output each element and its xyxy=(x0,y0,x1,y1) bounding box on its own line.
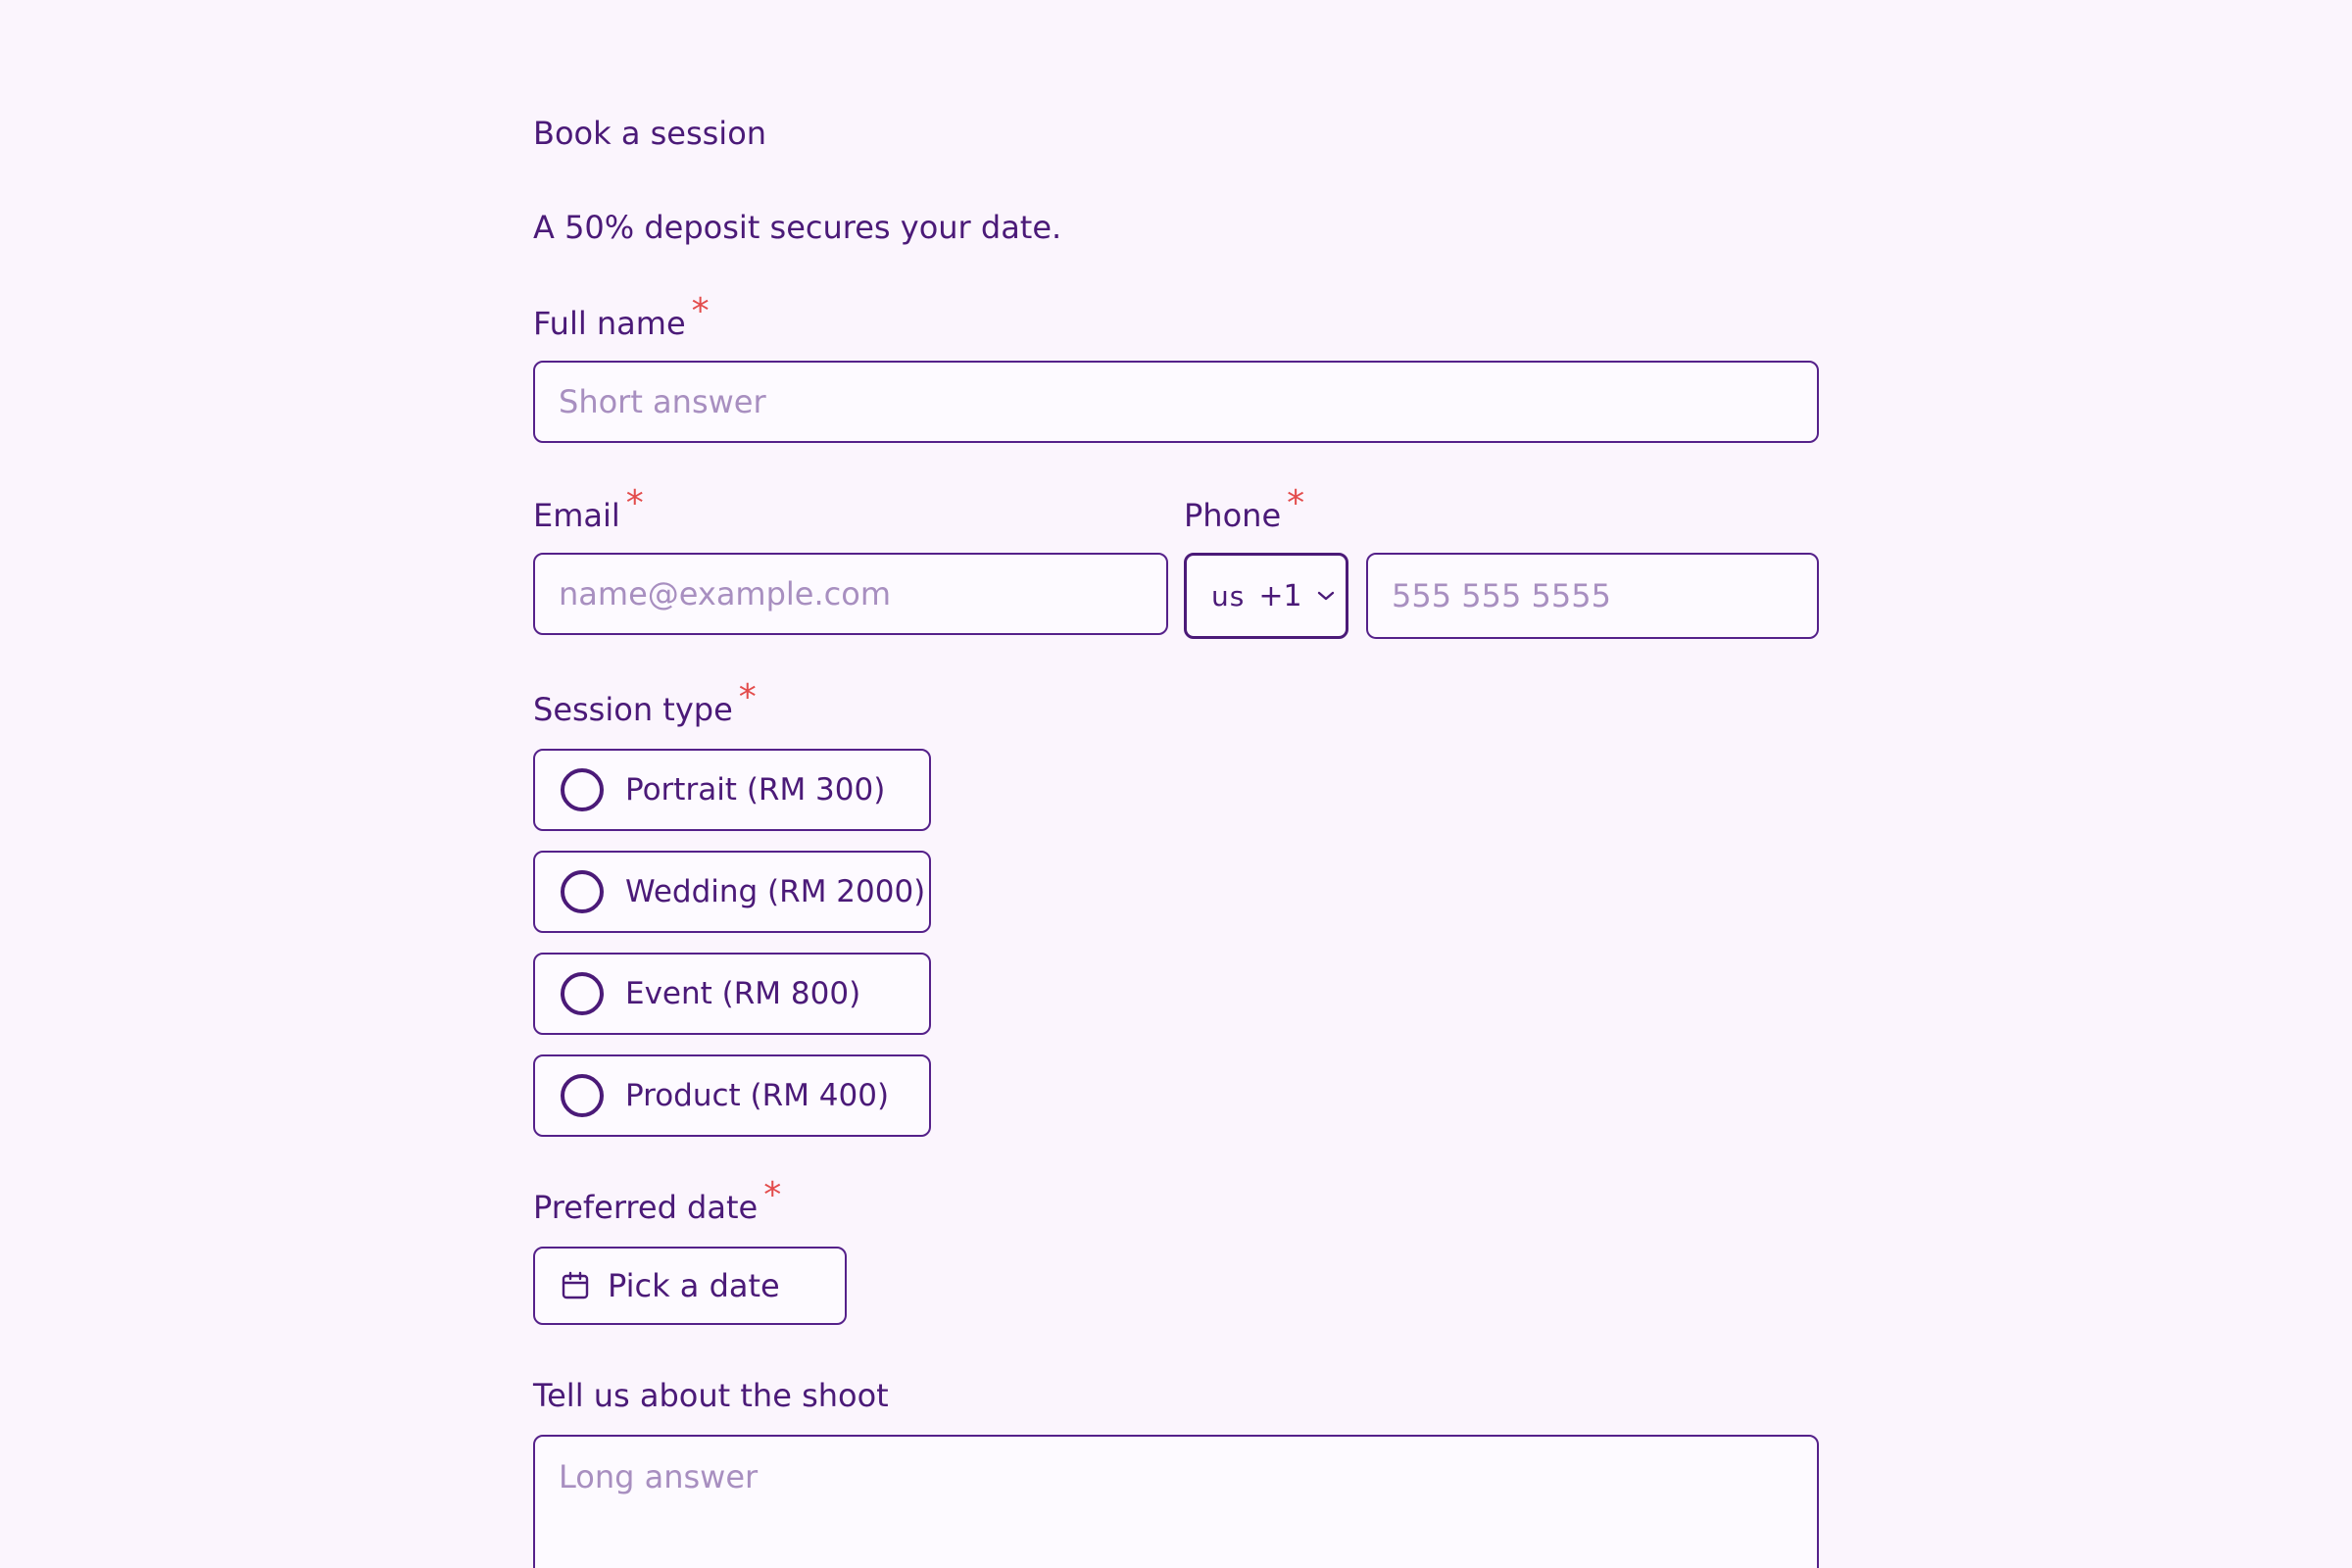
session-option-wedding[interactable] xyxy=(533,851,931,933)
phone-label xyxy=(1184,483,1305,535)
country-code: us xyxy=(1211,579,1246,612)
radio-unchecked-icon[interactable] xyxy=(561,768,604,811)
dial-code: +1 xyxy=(1258,578,1302,613)
required-asterisk: * xyxy=(763,1175,782,1215)
email-label-text: Email xyxy=(533,497,620,534)
required-asterisk: * xyxy=(738,677,757,717)
shoot-details-label xyxy=(533,1376,889,1415)
session-option-product[interactable] xyxy=(533,1054,931,1137)
radio-unchecked-icon[interactable] xyxy=(561,972,604,1015)
session-option-label: Event (RM 800) xyxy=(625,976,861,1011)
form-title: Book a session xyxy=(533,115,767,152)
phone-input[interactable] xyxy=(1366,553,1819,639)
radio-unchecked-icon[interactable] xyxy=(561,1074,604,1117)
full-name-input[interactable] xyxy=(533,361,1819,443)
required-asterisk: * xyxy=(1287,483,1305,523)
shoot-details-label-text: Tell us about the shoot xyxy=(533,1377,889,1414)
shoot-details-textarea[interactable] xyxy=(533,1435,1819,1568)
full-name-label xyxy=(533,291,710,343)
chevron-down-icon xyxy=(1316,589,1336,603)
calendar-icon xyxy=(561,1271,590,1300)
preferred-date-label xyxy=(533,1175,782,1227)
full-name-label-text: Full name xyxy=(533,305,686,342)
session-option-label: Product (RM 400) xyxy=(625,1078,890,1113)
required-asterisk: * xyxy=(625,483,644,523)
date-picker-label: Pick a date xyxy=(608,1267,780,1304)
email-label xyxy=(533,483,644,535)
session-type-label xyxy=(533,677,757,729)
form-description: A 50% deposit secures your date. xyxy=(533,209,1062,246)
session-option-event[interactable] xyxy=(533,953,931,1035)
session-option-label: Portrait (RM 300) xyxy=(625,772,886,808)
required-asterisk: * xyxy=(691,291,710,331)
email-input[interactable] xyxy=(533,553,1168,635)
session-type-label-text: Session type xyxy=(533,691,733,728)
radio-unchecked-icon[interactable] xyxy=(561,870,604,913)
session-option-portrait[interactable] xyxy=(533,749,931,831)
country-code-select[interactable] xyxy=(1184,553,1348,639)
date-picker-button[interactable] xyxy=(533,1247,847,1325)
session-option-label: Wedding (RM 2000) xyxy=(625,874,926,909)
preferred-date-label-text: Preferred date xyxy=(533,1189,759,1226)
phone-label-text: Phone xyxy=(1184,497,1282,534)
